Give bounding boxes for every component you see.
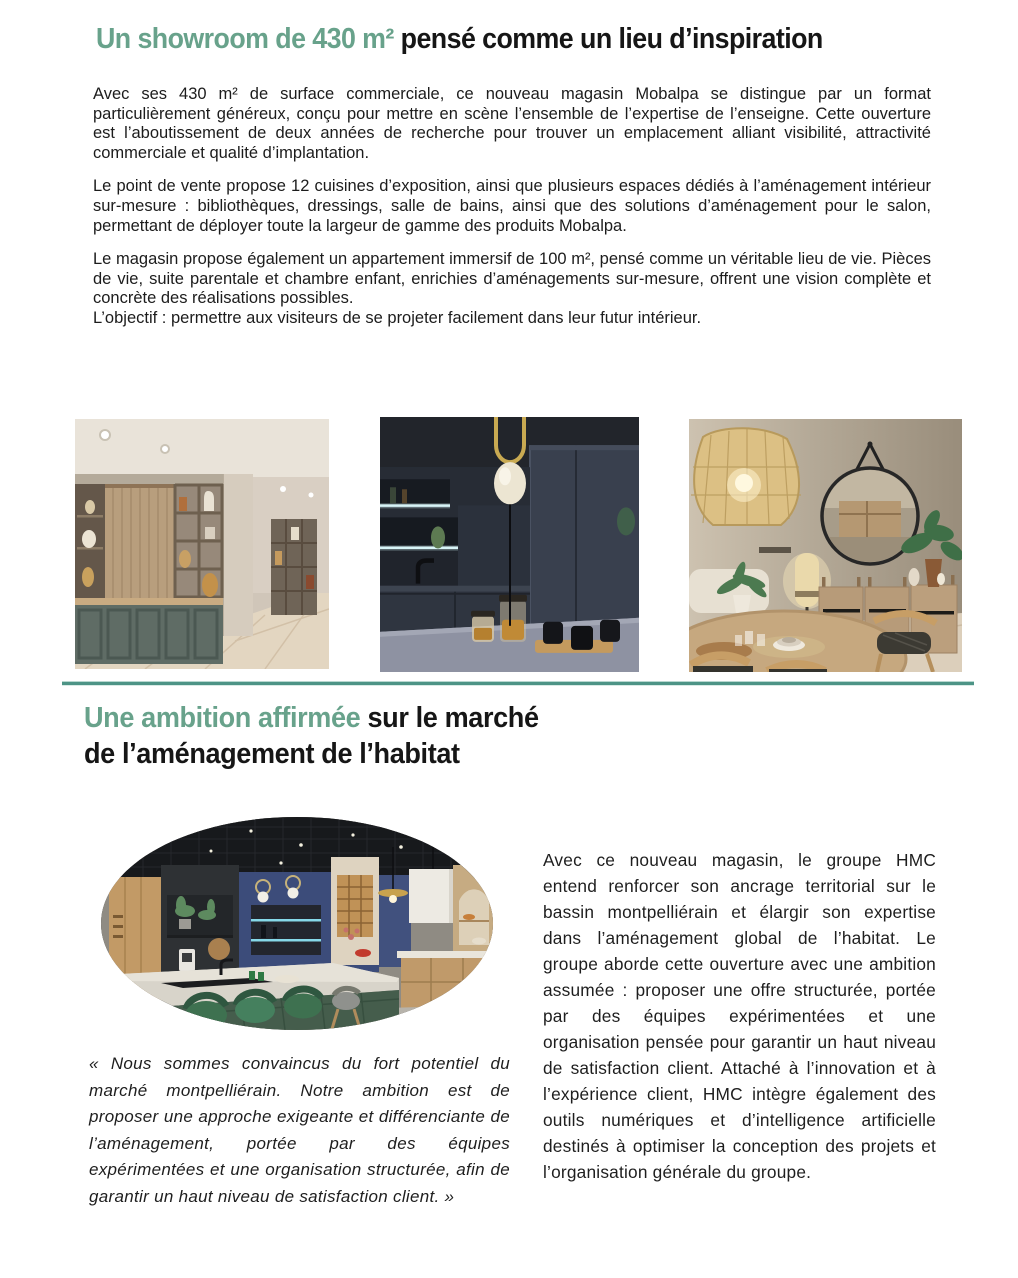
section2-title-line2: de l’aménagement de l’habitat xyxy=(84,738,460,770)
section2-title xyxy=(84,700,539,772)
dark-kitchen-illustration xyxy=(380,417,639,672)
section1-title xyxy=(96,23,823,56)
section1-title-highlight: Un showroom de 430 m² xyxy=(96,23,394,55)
section-divider xyxy=(62,681,974,686)
intro-paragraphs xyxy=(93,85,931,329)
paragraph: Le magasin propose également un appartement immersif de 100 m², pensé comme un véritable lieu de vie. Pièces de vie, suite parentale et chambre enfant, enrichies d’aménagements sur-mesure, offrent une vision complète et concrète des réalisations possibles. xyxy=(93,250,931,308)
interior-storage-wall-illustration xyxy=(75,419,329,669)
section2-title-rest: sur le marché xyxy=(360,702,539,734)
ceo-quote: « Nous sommes convaincus du fort potentiel du marché montpelliérain. Notre ambition est de proposer une approche exigeante et différenciante de l’aménagement, portée par des équipes expérimentées et une organisation structurée, afin de garantir un haut niveau de satisfaction client. » xyxy=(89,1054,510,1206)
dining-room-illustration xyxy=(689,419,962,672)
dining-room-photo xyxy=(689,419,962,672)
dark-kitchen-pendant-photo xyxy=(380,417,639,672)
paragraph: L’objectif : permettre aux visiteurs de se projeter facilement dans leur futur intérieur. xyxy=(93,308,702,327)
paragraph: Avec ses 430 m² de surface commerciale, ce nouveau magasin Mobalpa se distingue par un format particulièrement généreux, conçu pour mettre en scène l’ensemble de l’expertise de l’enseigne. Cette ouverture est l’aboutissement de deux années de recherche pour trouver un emplacement alliant visibilité, attractivité commerciale et qualité d’implantation. xyxy=(93,85,931,162)
showroom-kitchen-oval-photo xyxy=(101,817,493,1030)
showroom-kitchen-illustration xyxy=(101,817,493,1030)
section1-title-rest: pensé comme un lieu d’inspiration xyxy=(393,23,823,55)
section2-title-highlight: Une ambition affirmée xyxy=(84,702,361,734)
interior-storage-wall-photo xyxy=(75,419,329,669)
ambition-body-text: Avec ce nouveau magasin, le groupe HMC entend renforcer son ancrage territorial sur le bassin montpelliérain et élargir son expertise dans l’aménagement global de l’habitat. Le groupe aborde cette ouverture avec une ambition assumée : proposer une offre structurée, portée par des équipes expérimentées et une organisation pensée pour garantir un haut niveau de satisfaction client. Attaché à l’innovation et à l’expérience client, HMC intègre également des outils numériques et d’intelligence artificielle destinés à optimiser la conception des projets et l’organisation générale du groupe. xyxy=(543,850,936,1182)
paragraph: Le point de vente propose 12 cuisines d’exposition, ainsi que plusieurs espaces dédiés à l’aménagement intérieur sur-mesure : bibliothèques, dressings, salle de bains, ainsi que des solutions d’aménagement pour le salon, permettant de déployer toute la largeur de gamme des produits Mobalpa. xyxy=(93,177,931,235)
